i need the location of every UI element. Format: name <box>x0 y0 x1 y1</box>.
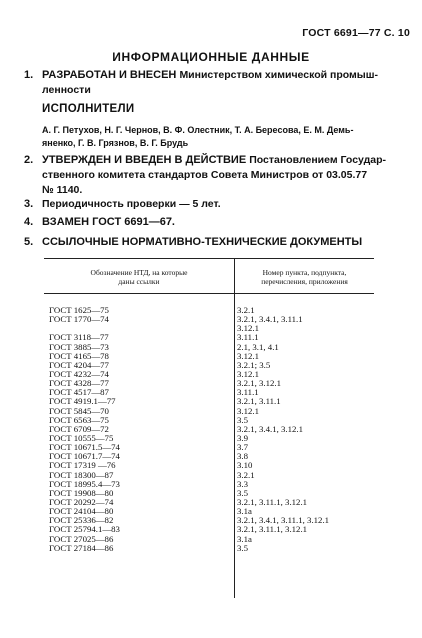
document-title: ИНФОРМАЦИОННЫЕ ДАННЫЕ <box>112 50 310 64</box>
executors-line-2: яненко, Г. В. Грязнов, В. Г. Брудь <box>42 138 189 148</box>
table-header <box>44 258 374 294</box>
cell-clause: 3.2.1, 3.4.1, 3.12.1 <box>237 423 303 434</box>
executors-heading: ИСПОЛНИТЕЛИ <box>42 103 135 115</box>
section-number: 2. <box>24 154 34 166</box>
cell-designation: ГОСТ 19908—80 <box>49 487 114 498</box>
section-text-continued: № 1140. <box>42 184 83 196</box>
section-number: 4. <box>24 216 34 228</box>
cell-designation: ГОСТ 20292—74 <box>49 496 114 507</box>
cell-clause: 3.9 <box>237 432 248 443</box>
cell-clause: 3.7 <box>237 442 248 453</box>
page-header: ГОСТ 6691—77 С. 10 <box>302 27 410 39</box>
header-text: Обозначение НТД, на которые <box>90 268 188 277</box>
cell-designation: ГОСТ 18995.4—73 <box>49 478 120 489</box>
cell-clause: 3.2.1; 3.5 <box>237 359 271 370</box>
section-text: Периодичность проверки — 5 лет. <box>42 198 221 210</box>
table-row <box>44 315 374 324</box>
cell-designation: ГОСТ 3885—73 <box>49 341 109 352</box>
section-number: 3. <box>24 198 34 210</box>
section-heading: УТВЕРЖДЕН И ВВЕДЕН В ДЕЙСТВИЕ <box>42 154 247 166</box>
table-body <box>44 306 374 553</box>
cell-designation: ГОСТ 3118—77 <box>49 332 109 343</box>
section-text: Министерством химической промыш- <box>179 69 378 81</box>
cell-clause: 3.12.1 <box>237 405 259 416</box>
cell-designation: ГОСТ 18300—87 <box>49 469 114 480</box>
cell-designation: ГОСТ 4232—74 <box>49 368 109 379</box>
cell-designation: ГОСТ 4517—87 <box>49 387 109 398</box>
cell-clause: 3.2.1 <box>237 305 255 315</box>
cell-designation: ГОСТ 17319 —76 <box>49 460 116 471</box>
cell-designation: ГОСТ 5845—70 <box>49 405 109 416</box>
cell-clause: 3.10 <box>237 460 253 471</box>
cell-clause: 3.1a <box>237 506 252 517</box>
header-text: Номер пункта, подпункта, <box>262 268 347 277</box>
table-header-clause <box>235 268 374 286</box>
cell-clause: 3.2.1, 3.12.1 <box>237 378 281 389</box>
cell-clause: 3.2.1, 3.4.1, 3.11.1 <box>237 314 303 325</box>
cell-clause: 3.2.1, 3.11.1, 3.12.1 <box>237 524 308 535</box>
header-text: даны ссылки <box>118 277 160 286</box>
cell-clause: 3.2.1, 3.11.1 <box>237 396 281 407</box>
cell-designation: ГОСТ 10555—75 <box>49 432 114 443</box>
cell-clause: 3.2.1 <box>237 469 255 480</box>
cell-clause: 3.11.1 <box>237 332 259 343</box>
cell-designation: ГОСТ 4165—78 <box>49 350 109 361</box>
cell-designation: ГОСТ 27025—86 <box>49 533 114 544</box>
cell-designation: ГОСТ 27184—86 <box>49 542 114 553</box>
section-heading: ВЗАМЕН ГОСТ 6691—67. <box>42 216 175 228</box>
section-5 <box>24 235 409 250</box>
cell-clause: 3.11.1 <box>237 387 259 398</box>
section-1 <box>24 68 409 98</box>
cell-designation: ГОСТ 1770—74 <box>49 314 109 325</box>
cell-designation: ГОСТ 4328—77 <box>49 378 109 389</box>
section-number: 5. <box>24 236 34 248</box>
cell-designation: ГОСТ 6563—75 <box>49 414 109 425</box>
cell-designation: ГОСТ 4919.1—77 <box>49 396 116 407</box>
cell-designation: ГОСТ 10671.5—74 <box>49 442 120 453</box>
cell-designation: ГОСТ 10671.7—74 <box>49 451 120 462</box>
section-2 <box>24 153 409 198</box>
table-row <box>44 544 374 553</box>
cell-clause: 3.8 <box>237 451 248 462</box>
cell-designation: ГОСТ 24104—80 <box>49 506 114 517</box>
cell-clause: 2.1, 3.1, 4.1 <box>237 341 279 352</box>
section-heading: РАЗРАБОТАН И ВНЕСЕН <box>42 69 177 81</box>
executors-line-1: А. Г. Петухов, Н. Г. Чернов, В. Ф. Олестник, Т. А. Бересова, Е. М. Демь- <box>42 125 354 135</box>
cell-clause: 3.2.1, 3.11.1, 3.12.1 <box>237 496 308 507</box>
section-text-continued: ленности <box>42 84 91 96</box>
cell-clause: 3.12.1 <box>237 368 259 379</box>
section-4 <box>24 215 409 230</box>
executors-list <box>42 124 410 150</box>
references-table <box>44 258 374 553</box>
table-header-designation <box>44 268 234 286</box>
cell-designation: ГОСТ 6709—72 <box>49 423 109 434</box>
cell-designation: ГОСТ 25336—82 <box>49 515 114 526</box>
cell-clause: 3.3 <box>237 478 248 489</box>
cell-clause: 3.1a <box>237 533 252 544</box>
cell-designation: ГОСТ 4204—77 <box>49 359 109 370</box>
cell-designation: ГОСТ 25794.1—83 <box>49 524 120 535</box>
section-3 <box>24 197 409 212</box>
cell-clause: 3.12.1 <box>237 350 259 361</box>
cell-clause: 3.5 <box>237 487 248 498</box>
cell-clause: 3.12.1 <box>237 323 259 334</box>
cell-clause: 3.5 <box>237 414 248 425</box>
cell-clause: 3.5 <box>237 542 248 553</box>
section-text-continued: ственного комитета стандартов Совета Министров от 03.05.77 <box>42 169 368 181</box>
header-text: перечисления, приложения <box>261 277 348 286</box>
section-heading: ССЫЛОЧНЫЕ НОРМАТИВНО-ТЕХНИЧЕСКИЕ ДОКУМЕНТЫ <box>42 236 363 248</box>
cell-clause: 3.2.1, 3.4.1, 3.11.1, 3.12.1 <box>237 515 330 526</box>
section-number: 1. <box>24 69 34 81</box>
cell-designation: ГОСТ 1625—75 <box>49 305 109 315</box>
section-text: Постановлением Государ- <box>249 154 387 166</box>
